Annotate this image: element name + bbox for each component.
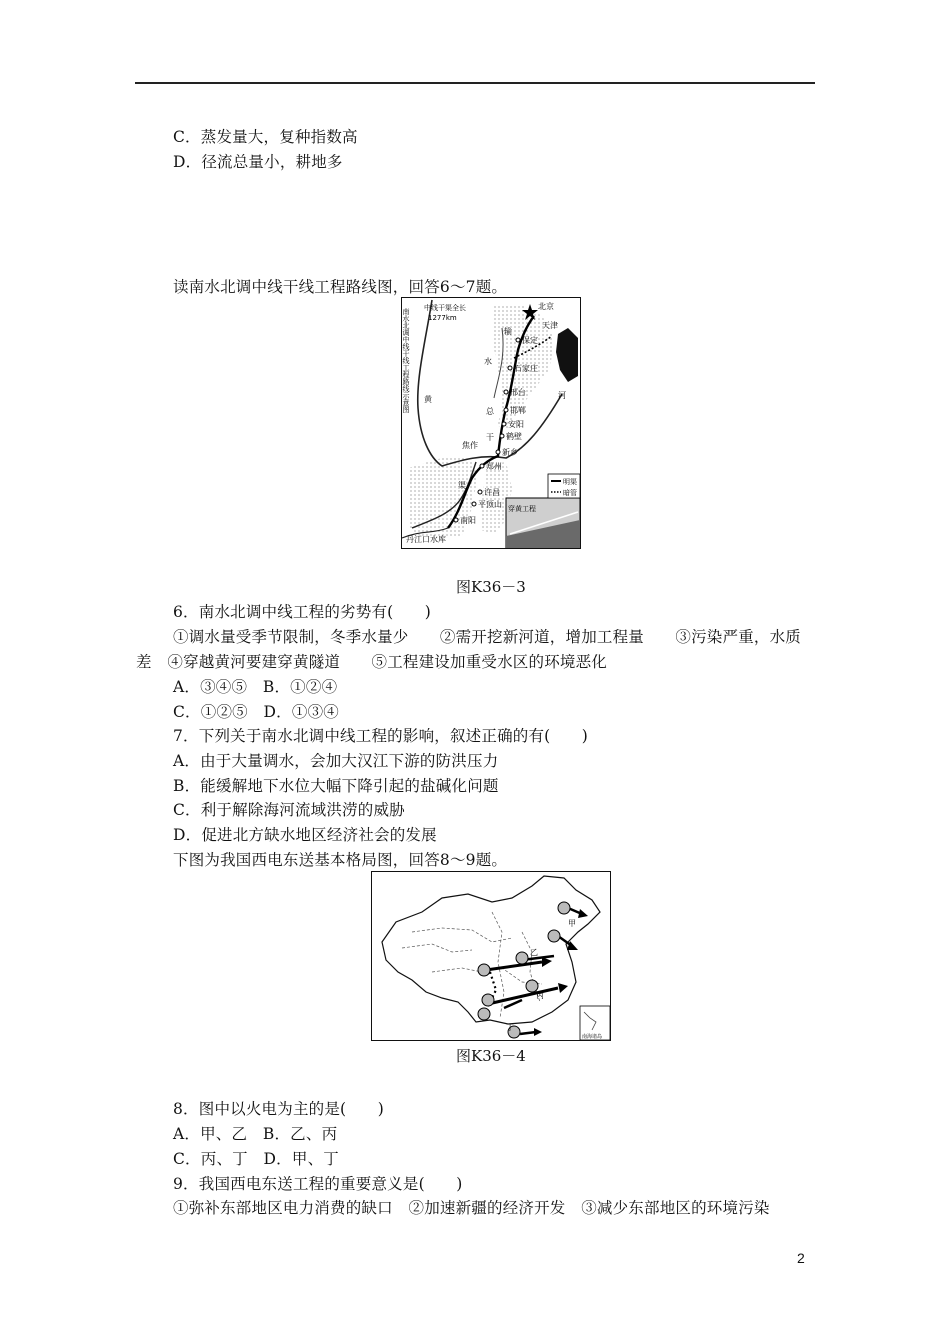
canal-char-5: 渠 — [458, 481, 466, 490]
q6-options-cd: C．①②⑤ D．①③④ — [173, 703, 339, 721]
q7-stem: 7．下列关于南水北调中线工程的影响，叙述正确的有( ) — [173, 727, 589, 745]
intro-8-9: 下图为我国西电东送基本格局图，回答8～9题。 — [173, 851, 508, 869]
city-label-handan: 邯郸 — [510, 406, 526, 415]
city-label-beijing: 北京 — [538, 302, 554, 311]
header-rule — [135, 82, 815, 84]
q9-choices-line1: ①弥补东部地区电力消费的缺口 ②加速新疆的经济开发 ③减少东部地区的环境污染 — [173, 1199, 770, 1217]
map-water-diversion — [401, 297, 581, 549]
canal-char-2: 水 — [484, 357, 492, 366]
city-label-jiaozuo: 焦作 — [462, 441, 478, 450]
city-label-shijiazhuang: 石家庄 — [514, 364, 538, 373]
label-jia: 甲 — [568, 919, 576, 928]
q7-option-c: C．利于解除海河流域洪涝的威胁 — [173, 801, 405, 819]
plant-icon-1 — [558, 902, 570, 914]
map1-length-note-1: 中线干渠全长 — [424, 304, 466, 312]
page-number: 2 — [797, 1250, 805, 1266]
city-label-xinxiang: 新乡 — [502, 448, 518, 457]
q6-choices-line2: 差 ④穿越黄河要建穿黄隧道 ⑤工程建设加重受水区的环境恶化 — [136, 653, 608, 671]
map1-length-note-2: 1277km — [428, 314, 457, 322]
city-label-danjiangkou: 丹江口水库 — [406, 535, 446, 544]
plant-icon-4 — [478, 964, 490, 976]
river-char-he: 河 — [558, 391, 566, 400]
city-label-hebi: 鹤壁 — [506, 432, 522, 441]
city-dot-shijiazhuang — [508, 366, 512, 370]
city-label-xuchang: 许昌 — [484, 488, 500, 497]
city-dot-xinxiang — [496, 450, 500, 454]
city-dot-hebi — [500, 434, 504, 438]
q7-option-b: B．能缓解地下水位大幅下降引起的盐碱化问题 — [173, 777, 499, 795]
legend-open-channel-label: 明渠 — [563, 478, 577, 486]
arrow-head-ding — [534, 1028, 542, 1036]
map-water-diversion-svg — [402, 298, 580, 548]
prev-option-c: C．蒸发量大，复种指数高 — [173, 128, 358, 146]
q6-stem: 6．南水北调中线工程的劣势有( ) — [173, 603, 432, 621]
q7-option-d: D．促进北方缺水地区经济社会的发展 — [173, 826, 437, 844]
canal-char-4: 干 — [486, 433, 494, 442]
canal-char-1: 输 — [504, 327, 512, 336]
city-label-pingdingshan: 平顶山 — [478, 500, 502, 509]
caption-fig-k36-4: 图K36－4 — [456, 1047, 526, 1065]
canal-char-3: 总 — [486, 407, 494, 416]
arrow-route-ding — [520, 1032, 536, 1034]
city-dot-xuchang — [478, 490, 482, 494]
q8-options-cd: C．丙、丁 D．甲、丁 — [173, 1150, 339, 1168]
map-west-east-power-svg — [372, 872, 610, 1040]
city-dot-handan — [504, 408, 508, 412]
city-label-zhengzhou: 郑州 — [486, 462, 502, 471]
city-label-baoding: 保定 — [522, 336, 538, 345]
q8-stem: 8．图中以火电为主的是( ) — [173, 1100, 384, 1118]
plant-icon-2 — [548, 930, 560, 942]
legend-pipe-label: 暗管 — [563, 489, 577, 497]
q7-option-a: A．由于大量调水，会加大汉江下游的防洪压力 — [173, 752, 499, 770]
bohai-sea-shape — [556, 328, 578, 382]
city-dot-pingdingshan — [472, 502, 476, 506]
city-label-anyang: 安阳 — [508, 420, 524, 429]
city-dot-baoding — [516, 338, 520, 342]
plant-icon-7 — [478, 1008, 490, 1020]
q6-choices-line1: ①调水量受季节限制，冬季水量少 ②需开挖新河道，增加工程量 ③污染严重，水质 — [173, 628, 802, 646]
q9-stem: 9．我国西电东送工程的重要意义是( ) — [173, 1175, 463, 1193]
intro-6-7: 读南水北调中线干线工程路线图，回答6～7题。 — [173, 278, 508, 296]
prev-option-d: D．径流总量小，耕地多 — [173, 153, 343, 171]
city-label-xingtai: 邢台 — [510, 388, 526, 397]
plant-icon-3 — [516, 952, 528, 964]
q6-options-ab: A．③④⑤ B．①②④ — [173, 678, 338, 696]
river-char-huang: 黄 — [424, 395, 432, 404]
label-ding: 丁 — [506, 1023, 514, 1032]
map-west-east-power — [371, 871, 611, 1041]
map1-vertical-title: 南水北调中线干线工程路线示意图 — [402, 308, 410, 413]
plant-icon-6 — [482, 994, 494, 1006]
city-dot-zhengzhou — [480, 464, 484, 468]
south-sea-inset-label: 南海诸岛 — [582, 1034, 603, 1040]
city-label-nanyang: 南阳 — [460, 516, 476, 525]
label-bing: 丙 — [536, 991, 544, 1000]
inset-photo-label: 穿黄工程 — [508, 505, 536, 513]
label-yi: 乙 — [530, 948, 538, 957]
city-dot-anyang — [502, 422, 506, 426]
city-label-tianjin: 天津 — [542, 321, 558, 330]
caption-fig-k36-3: 图K36－3 — [456, 578, 526, 596]
city-dot-xingtai — [504, 390, 508, 394]
q8-options-ab: A．甲、乙 B．乙、丙 — [173, 1125, 338, 1143]
city-dot-nanyang — [454, 518, 458, 522]
